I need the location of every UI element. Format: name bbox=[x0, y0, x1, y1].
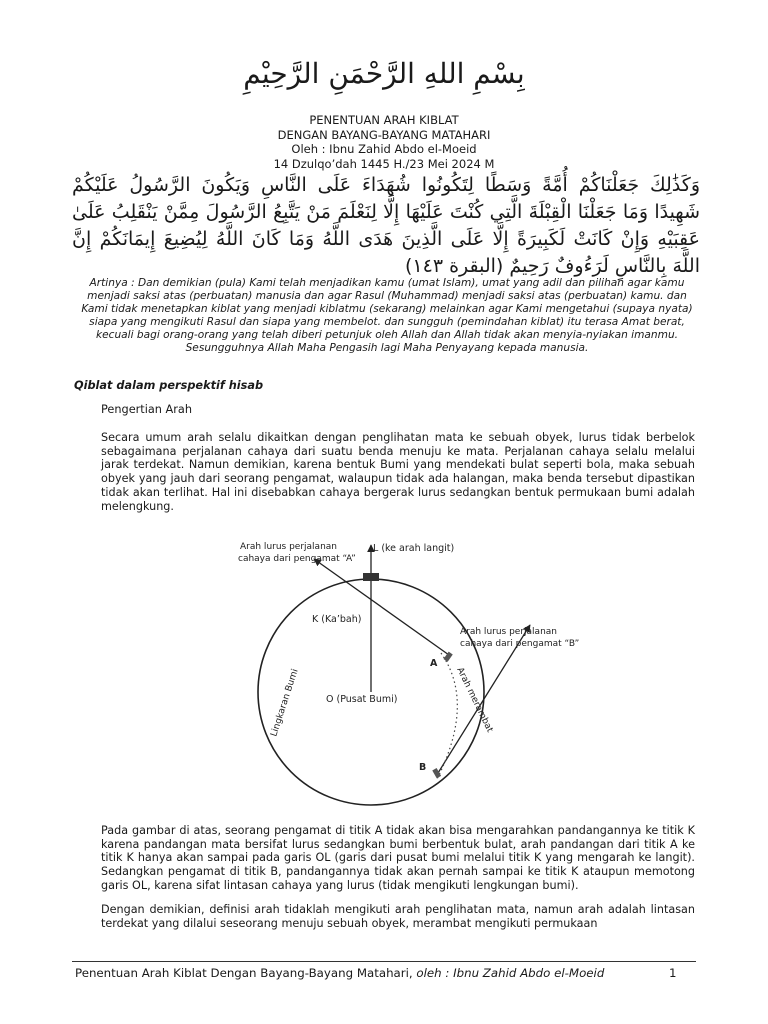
label-kaabah: K (Ka’bah) bbox=[312, 614, 362, 625]
footer-title: Penentuan Arah Kiblat Dengan Bayang-Bayang Matahari, bbox=[75, 966, 417, 980]
footer-divider bbox=[72, 961, 696, 962]
paragraph-arah-conclusion: Dengan demikian, definisi arah tidaklah mengikuti arah penglihatan mata, namun arah adalah lintasan terdekat yang dilalui seseorang menuju sebuah obyek, merambat mengikuti permukaan bbox=[101, 903, 695, 930]
verse-translation: Artinya : Dan demikian (pula) Kami telah menjadikan kamu (umat Islam), umat yang adil dan pilihan agar kamu menjadi saksi atas (perbuatan) manusia dan agar Rasul (Muhammad) menjadi saksi atas (perbuatan) kamu. dan Kami tidak menetapkan kiblat yang menjadi kiblatmu (sekarang) melainkan agar Kami mengetahui (supaya nyata) siapa yang mengikuti Rasul dan siapa yang membelot. dan sungguh (pemindahan kiblat) itu terasa Amat berat, kecuali bagi orang-orang yang telah diberi petunjuk oleh Allah dan Allah tidak akan menyia-nyiakan imanmu. Sesungguhnya Allah Maha Pengasih lagi Maha Penyayang kepada manusia. bbox=[81, 277, 693, 354]
label-light-b-line1: Arah lurus perjalanan bbox=[460, 627, 558, 637]
footer-text bbox=[75, 966, 604, 980]
label-light-b-line2: cahaya dari pengamat “B” bbox=[460, 639, 580, 649]
basmalah-calligraphy: بِسْمِ اللهِ الرَّحْمَنِ الرَّحِيْمِ bbox=[243, 57, 525, 90]
section-heading: Qiblat dalam perspektif hisab bbox=[74, 379, 264, 392]
label-point-b: B bbox=[419, 762, 427, 773]
qibla-earth-diagram bbox=[228, 537, 580, 797]
kaabah-icon bbox=[363, 573, 379, 581]
quran-verse-arabic: وَكَذَٰلِكَ جَعَلْنَاكُمْ أُمَّةً وَسَطًا لِتَكُونُوا شُهَدَاءَ عَلَى النَّاسِ وَيَكُونَ الرَّسُولُ عَلَيْكُمْ شَهِيدًا وَمَا جَعَلْنَا الْقِبْلَةَ الَّتِي كُنْتَ عَلَيْهَا إِلَّا لِنَعْلَمَ مَنْ يَتَّبِعُ الرَّسُولَ مِمَّنْ يَنْقَلِبُ عَلَىٰ عَقِبَيْهِ وَإِنْ كَانَتْ لَكَبِيرَةً إِلَّا عَلَى الَّذِينَ هَدَى اللَّهُ وَمَا كَانَ اللَّهُ لِيُضِيعَ إِيمَانَكُمْ إِنَّ اللَّهَ بِالنَّاسِ لَرَءُوفٌ رَحِيمٌ (البقرة ١٤٣) bbox=[72, 174, 700, 277]
title-line-2: DENGAN BAYANG-BAYANG MATAHARI bbox=[277, 127, 491, 142]
label-point-a: A bbox=[430, 658, 438, 669]
paragraph-arah-definition: Secara umum arah selalu dikaitkan dengan penglihatan mata ke sebuah obyek, lurus tidak berbelok sebagaimana perjalanan cahaya dari suatu benda menuju ke mata. Perjalanan cahaya selalu melalui jarak terdekat. Namun demikian, karena bentuk Bumi yang mendekati bulat seperti bola, maka sebuah obyek yang jauh dari seorang pengamat, walaupun tidak ada halangan, maka benda tersebut dipastikan tidak akan terlihat. Hal ini disebabkan cahaya bergerak lurus sedangkan bentuk permukaan bumi adalah melengkung. bbox=[101, 431, 695, 513]
document-title-block bbox=[0, 113, 768, 171]
section-subheading: Pengertian Arah bbox=[101, 403, 192, 416]
author-line: Oleh : Ibnu Zahid Abdo el-Moeid bbox=[291, 142, 477, 156]
label-l: L (ke arah langit) bbox=[373, 543, 455, 554]
label-circumference: Lingkaran Bumi bbox=[269, 667, 301, 738]
page-number: 1 bbox=[669, 966, 677, 980]
title-line-1: PENENTUAN ARAH KIBLAT bbox=[309, 113, 459, 127]
observer-a-marker bbox=[443, 652, 452, 662]
tangent-line-a bbox=[314, 559, 449, 655]
creeping-path bbox=[436, 653, 457, 781]
label-center-o: O (Pusat Bumi) bbox=[326, 694, 398, 705]
label-creeping: Arah merambat bbox=[454, 665, 495, 735]
paragraph-diagram-explanation: Pada gambar di atas, seorang pengamat di titik A tidak akan bisa mengarahkan pandangannya ke titik K karena pandangan mata bersifat lurus sedangkan bumi berbentuk bulat, arah pandangan dari titik A ke titik K hanya akan sampai pada garis OL (garis dari pusat bumi melalui titik K yang mengarah ke langit). Sedangkan pengamat di titik B, pandangannya tidak akan pernah sampai ke titik K ataupun memotong garis OL, karena sifat lintasan cahaya yang lurus (tidak mengikuti lengkungan bumi). bbox=[101, 824, 695, 892]
label-light-a-line2: cahaya dari pengamat “A” bbox=[238, 554, 356, 564]
label-light-a-line1: Arah lurus perjalanan bbox=[240, 542, 338, 552]
footer-author: oleh : Ibnu Zahid Abdo el-Moeid bbox=[416, 966, 605, 980]
date-line: 14 Dzulqo’dah 1445 H./23 Mei 2024 M bbox=[273, 156, 495, 171]
